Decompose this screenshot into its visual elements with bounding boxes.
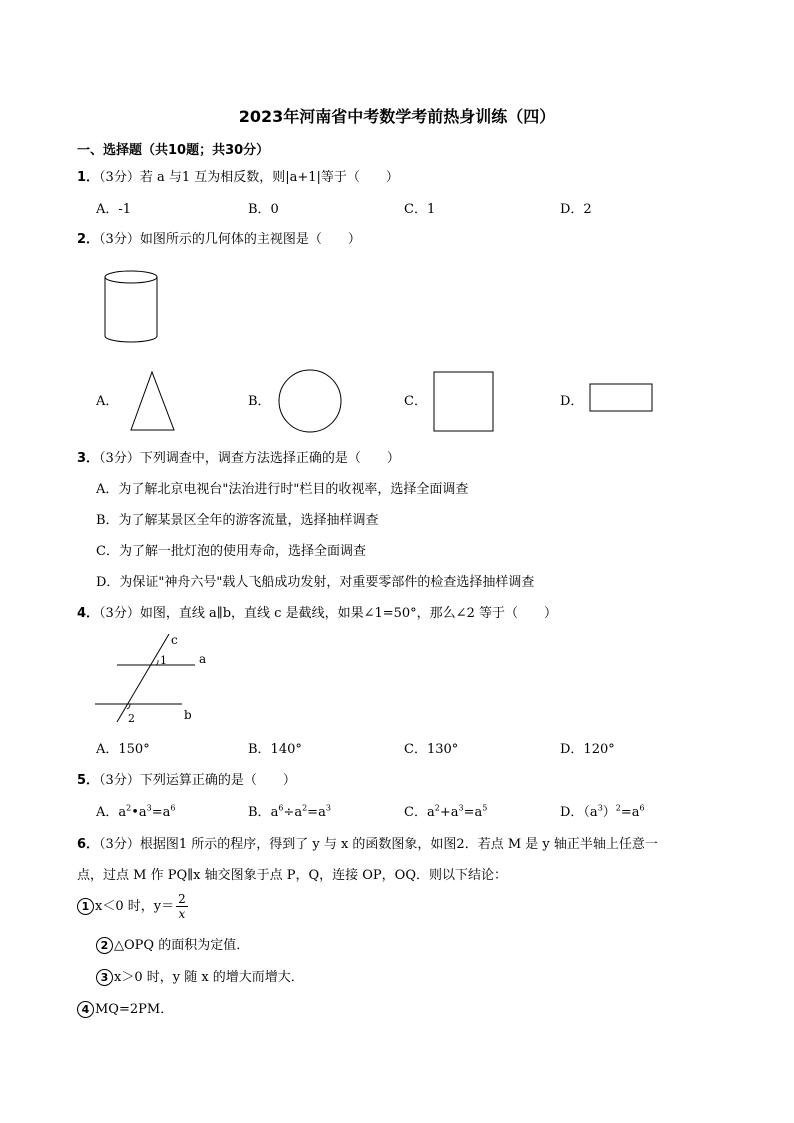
q1-option-a[interactable]: A．-1 <box>96 202 132 217</box>
question-number: 4． <box>77 606 100 621</box>
square-option-figure[interactable] <box>433 371 495 433</box>
line-b-label: b <box>184 708 192 722</box>
q5-option-c[interactable]: C．$a^2+a^3=a^5$ <box>404 803 488 820</box>
line-a-label: a <box>199 652 207 666</box>
q4-option-a[interactable]: A．150° <box>96 742 150 757</box>
angle-2-label: 2 <box>128 712 135 725</box>
question-text: （3分）若 a 与1 互为相反数，则|a+1|等于（ ） <box>99 170 399 185</box>
conclusion-1: 1 x＜0 时，y＝ $\frac{2}{x}$ <box>77 893 188 920</box>
q3-option-d[interactable]: D．为保证"神舟六号"载人飞船成功发射，对重要零部件的检查选择抽样调查 <box>96 575 535 590</box>
conclusion-4: 4 MQ=2PM． <box>77 998 173 1018</box>
parallel-lines-figure <box>92 630 212 726</box>
circled-number-icon: 3 <box>96 969 113 986</box>
question-2 <box>77 228 361 247</box>
question-number: 2． <box>77 232 100 247</box>
question-4 <box>77 602 557 621</box>
question-3 <box>77 447 400 466</box>
q2-option-c-label[interactable]: C． <box>404 394 427 409</box>
page-title: 2023年河南省中考数学考前热身训练（四） <box>238 107 556 126</box>
question-number: 3． <box>77 451 100 466</box>
question-number: 5． <box>77 773 100 788</box>
q1-option-d[interactable]: D．2 <box>560 202 592 217</box>
circled-number-icon: 1 <box>77 898 94 915</box>
q2-option-a-label[interactable]: A． <box>96 394 119 409</box>
question-text: （3分）如图所示的几何体的主视图是（ ） <box>99 232 361 247</box>
conclusion-2: 2 △OPQ 的面积为定值． <box>96 934 249 954</box>
triangle-option-figure[interactable] <box>128 370 178 432</box>
q3-option-c[interactable]: C．为了解一批灯泡的使用寿命，选择全面调查 <box>96 544 366 559</box>
circled-number-icon: 2 <box>96 937 113 954</box>
q2-option-d-label[interactable]: D． <box>560 394 584 409</box>
section-heading: 一、选择题（共10题；共30分） <box>77 143 270 158</box>
q3-option-a[interactable]: A．为了解北京电视台"法治进行时"栏目的收视率，选择全面调查 <box>96 482 469 497</box>
question-1 <box>77 166 399 185</box>
circled-number-icon: 4 <box>77 1001 94 1018</box>
q1-option-b[interactable]: B．0 <box>248 202 279 217</box>
question-5 <box>77 769 296 788</box>
question-text-line-2: 点，过点 M 作 PQ∥x 轴交图象于点 P，Q，连接 OP，OQ．则以下结论： <box>77 868 507 883</box>
cylinder-figure <box>100 268 162 346</box>
question-6 <box>77 833 658 852</box>
q2-option-b-label[interactable]: B． <box>248 394 271 409</box>
q4-option-c[interactable]: C．130° <box>404 742 459 757</box>
angle-1-label: 1 <box>160 654 167 667</box>
q3-option-b[interactable]: B．为了解某景区全年的游客流量，选择抽样调查 <box>96 513 379 528</box>
q5-option-d[interactable]: D．$(a^3)^2=a^6$ <box>560 803 645 820</box>
question-number: 6． <box>77 837 100 852</box>
question-text: （3分）如图，直线 a∥b，直线 c 是截线，如果∠1=50°，那么∠2 等于（ ） <box>99 606 557 621</box>
q5-option-a[interactable]: A．$a^2•a^3=a^6$ <box>96 803 176 820</box>
circle-option-figure[interactable] <box>277 368 343 434</box>
line-c-label: c <box>171 633 178 647</box>
q4-option-b[interactable]: B．140° <box>248 742 302 757</box>
question-text: （3分）下列运算正确的是（ ） <box>99 773 296 788</box>
question-text-line-1: （3分）根据图1 所示的程序，得到了 y 与 x 的函数图象，如图2．若点 M 是 y 轴正半轴上任意一 <box>99 837 658 852</box>
conclusion-3: 3 x＞0 时，y 随 x 的增大而增大． <box>96 966 304 986</box>
question-text: （3分）下列调查中，调查方法选择正确的是（ ） <box>99 451 400 466</box>
q4-option-d[interactable]: D．120° <box>560 742 615 757</box>
q5-option-b[interactable]: B．$a^6\div a^2=a^3$ <box>248 803 331 820</box>
question-number: 1． <box>77 170 100 185</box>
rectangle-option-figure[interactable] <box>589 383 653 413</box>
fraction: $\frac{2}{x}$ <box>178 892 186 921</box>
q1-option-c[interactable]: C．1 <box>404 202 436 217</box>
